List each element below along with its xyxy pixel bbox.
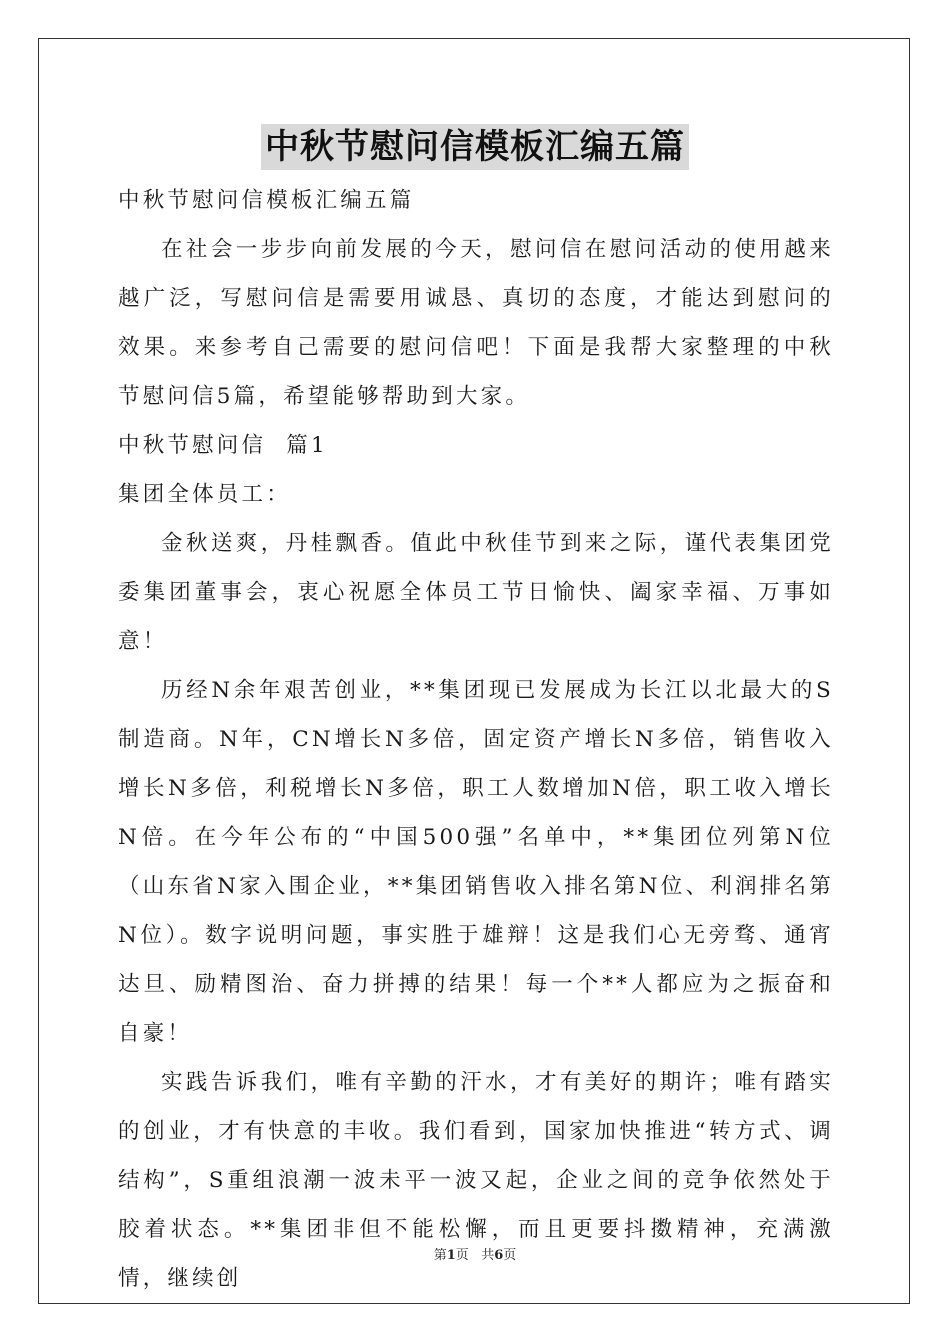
body-paragraph: 历经N余年艰苦创业，**集团现已发展成为长江以北最大的S制造商。N年，CN增长N多倍，固定资产增长N多倍，销售收入增长N多倍，利税增长N多倍，职工人数增加N倍，职工收入增长N倍。在今年公布的“中国500强”名单中，**集团位列第N位（山东省N家入围企业，**集团销售收入排名第N位、利润排名第N位）。数字说明问题，事实胜于雄辩！这是我们心无旁骛、通宵达旦、励精图治、奋力拼搏的结果！每一个**人都应为之振奋和自豪！ [118, 678, 834, 1046]
subtitle-line: 中秋节慰问信模板汇编五篇 [118, 188, 415, 213]
total-prefix: 共 [481, 1248, 495, 1263]
total-pages: 6 [494, 1248, 504, 1263]
document-title: 中秋节慰问信模板汇编五篇 [261, 124, 689, 170]
body-paragraph: 金秋送爽，丹桂飘香。值此中秋佳节到来之际，谨代表集团党委集团董事会，衷心祝愿全体员工节日愉快、阖家幸福、万事如意！ [118, 531, 834, 654]
page-number: 1 [446, 1248, 456, 1263]
total-suffix: 页 [503, 1248, 517, 1263]
salutation: 集团全体员工： [118, 482, 291, 507]
body-paragraph: 实践告诉我们，唯有辛勤的汗水，才有美好的期许；唯有踏实的创业，才有快意的丰收。我们看到，国家加快推进“转方式、调结构”，S重组浪潮一波未平一波又起，企业之间的竞争依然处于胶着状态。**集团非但不能松懈，而且更要抖擞精神，充满激情，继续创 [118, 1070, 834, 1291]
title-container [0, 124, 950, 170]
page-footer [0, 1244, 950, 1263]
section-heading: 中秋节慰问信 篇1 [118, 433, 328, 458]
page-suffix: 页 [455, 1248, 469, 1263]
document-body [118, 176, 834, 1303]
page-prefix: 第 [433, 1248, 447, 1263]
intro-paragraph: 在社会一步步向前发展的今天，慰问信在慰问活动的使用越来越广泛，写慰问信是需要用诚恳、真切的态度，才能达到慰问的效果。来参考自己需要的慰问信吧！下面是我帮大家整理的中秋节慰问信5篇，希望能够帮助到大家。 [118, 237, 834, 409]
